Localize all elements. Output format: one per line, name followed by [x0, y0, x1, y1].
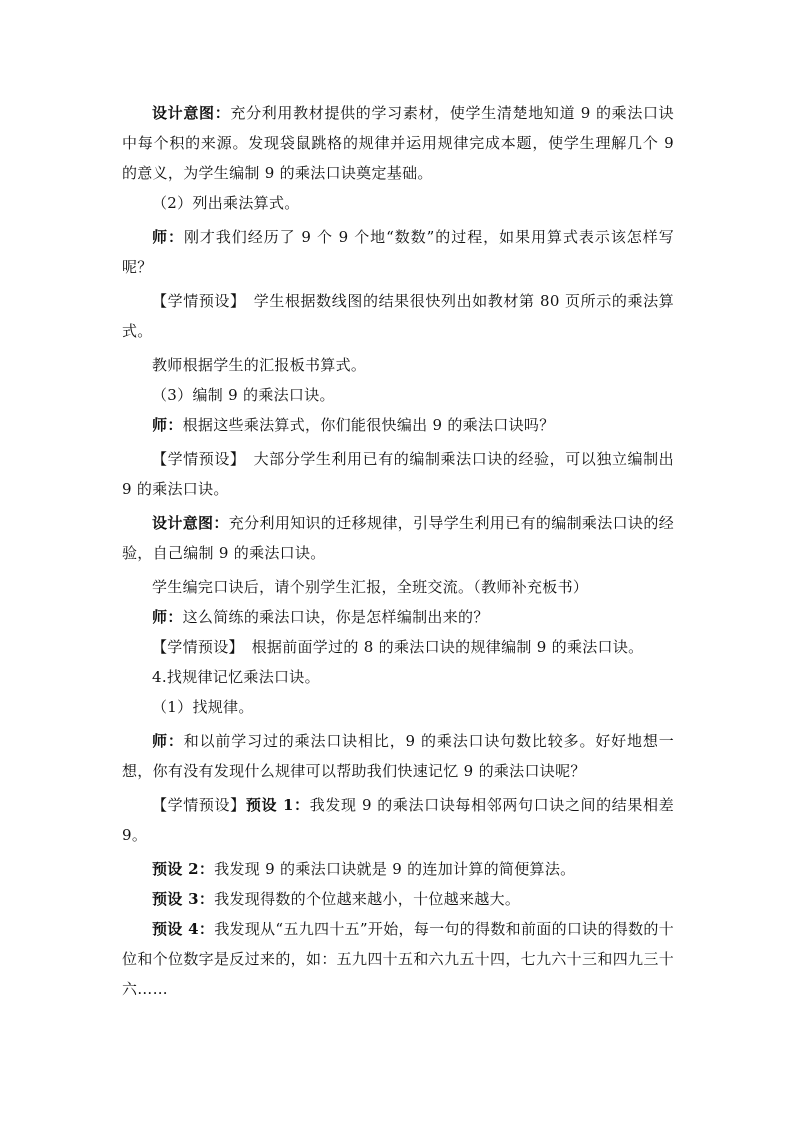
paragraph-preset-1 [122, 790, 674, 850]
paragraph-text: （3）编制 9 的乘法口诀。 [152, 386, 335, 404]
label-separator: ： [213, 514, 229, 532]
paragraph-text: 4.找规律记忆乘法口诀。 [152, 668, 320, 686]
label-teacher: 师 [152, 228, 168, 246]
paragraph-text: （2）列出乘法算式。 [152, 194, 300, 212]
label-separator: ： [167, 228, 184, 246]
paragraph-design-intent-1 [122, 98, 674, 188]
paragraph-student-preview-2 [122, 444, 674, 504]
paragraph-exchange [122, 572, 674, 602]
paragraph-text: 我发现得数的个位越来越小，十位越来越大。 [214, 890, 521, 908]
paragraph-student-preview-3 [122, 632, 674, 662]
label-preset: 预设 1 [245, 796, 294, 814]
label-design-intent: 设计意图 [152, 514, 214, 532]
paragraph-board [122, 350, 674, 380]
paragraph-text: 学生编完口诀后，请个别学生汇报，全班交流。（教师补充板书） [152, 578, 589, 596]
label-design-intent: 设计意图 [152, 104, 215, 122]
label-separator: ： [198, 860, 215, 878]
paragraph-step-2 [122, 188, 674, 218]
label-separator: ： [167, 732, 184, 750]
paragraph-text: 刚才我们经历了 9 个 9 个地“数数”的过程，如果用算式表示该怎样写呢？ [122, 228, 674, 276]
paragraph-text: 我发现 9 的乘法口诀就是 9 的连加计算的简便算法。 [214, 860, 576, 878]
paragraph-text: 【学情预设】 大部分学生利用已有的编制乘法口诀的经验，可以独立编制出 9 的乘法口诀。 [122, 450, 674, 498]
label-separator: ： [167, 416, 183, 434]
label-teacher: 师 [152, 608, 168, 626]
label-separator: ： [214, 104, 231, 122]
paragraph-text: 充分利用知识的迁移规律，引导学生利用已有的编制乘法口诀的经验，自己编制 9 的乘法口诀。 [122, 514, 674, 562]
label-student-preview: 【学情预设】 [152, 796, 246, 814]
paragraph-preset-4 [122, 914, 674, 1004]
label-teacher: 师 [152, 732, 168, 750]
label-separator: ： [293, 796, 310, 814]
paragraph-text: 【学情预设】 根据前面学过的 8 的乘法口诀的规律编制 9 的乘法口诀。 [152, 638, 644, 656]
paragraph-text: （1）找规律。 [152, 698, 254, 716]
paragraph-preset-2 [122, 854, 674, 884]
paragraph-teacher-4 [122, 726, 674, 786]
paragraph-design-intent-2 [122, 508, 674, 568]
paragraph-student-preview-1 [122, 286, 674, 346]
label-separator: ： [167, 608, 183, 626]
paragraph-text: 教师根据学生的汇报板书算式。 [152, 356, 367, 374]
label-preset: 预设 2 [152, 860, 199, 878]
paragraph-text: 和以前学习过的乘法口诀相比，9 的乘法口诀句数比较多。好好地想一想，你有没有发现什么规律可以帮助我们快速记忆 9 的乘法口诀呢？ [122, 732, 674, 780]
paragraph-step-4-1 [122, 692, 674, 722]
paragraph-text: 我发现从“五九四十五”开始，每一句的得数和前面的口诀的得数的十位和个位数字是反过来的，如：五九四十五和六九五十四，七九六十三和四九三十六…… [122, 920, 675, 998]
document-page [122, 98, 674, 1004]
paragraph-step-3 [122, 380, 674, 410]
paragraph-text: 我发现 9 的乘法口诀每相邻两句口诀之间的结果相差 9。 [122, 796, 674, 844]
label-separator: ： [198, 890, 215, 908]
paragraph-teacher-1 [122, 222, 674, 282]
paragraph-preset-3 [122, 884, 674, 914]
paragraph-teacher-2 [122, 410, 674, 440]
label-preset: 预设 3 [152, 890, 199, 908]
paragraph-text: 【学情预设】 学生根据数线图的结果很快列出如教材第 80 页所示的乘法算式。 [122, 292, 674, 340]
paragraph-text: 充分利用教材提供的学习素材，使学生清楚地知道 9 的乘法口诀中每个积的来源。发现袋鼠跳格的规律并运用规律完成本题，使学生理解几个 9 的意义，为学生编制 9 的乘法口诀奠定基础。 [122, 104, 674, 182]
paragraph-text: 这么简练的乘法口诀，你是怎样编制出来的？ [182, 608, 489, 626]
label-teacher: 师 [152, 416, 168, 434]
paragraph-step-4 [122, 662, 674, 692]
paragraph-teacher-3 [122, 602, 674, 632]
label-preset: 预设 4 [152, 920, 199, 938]
paragraph-text: 根据这些乘法算式，你们能很快编出 9 的乘法口诀吗？ [182, 416, 555, 434]
label-separator: ： [198, 920, 215, 938]
